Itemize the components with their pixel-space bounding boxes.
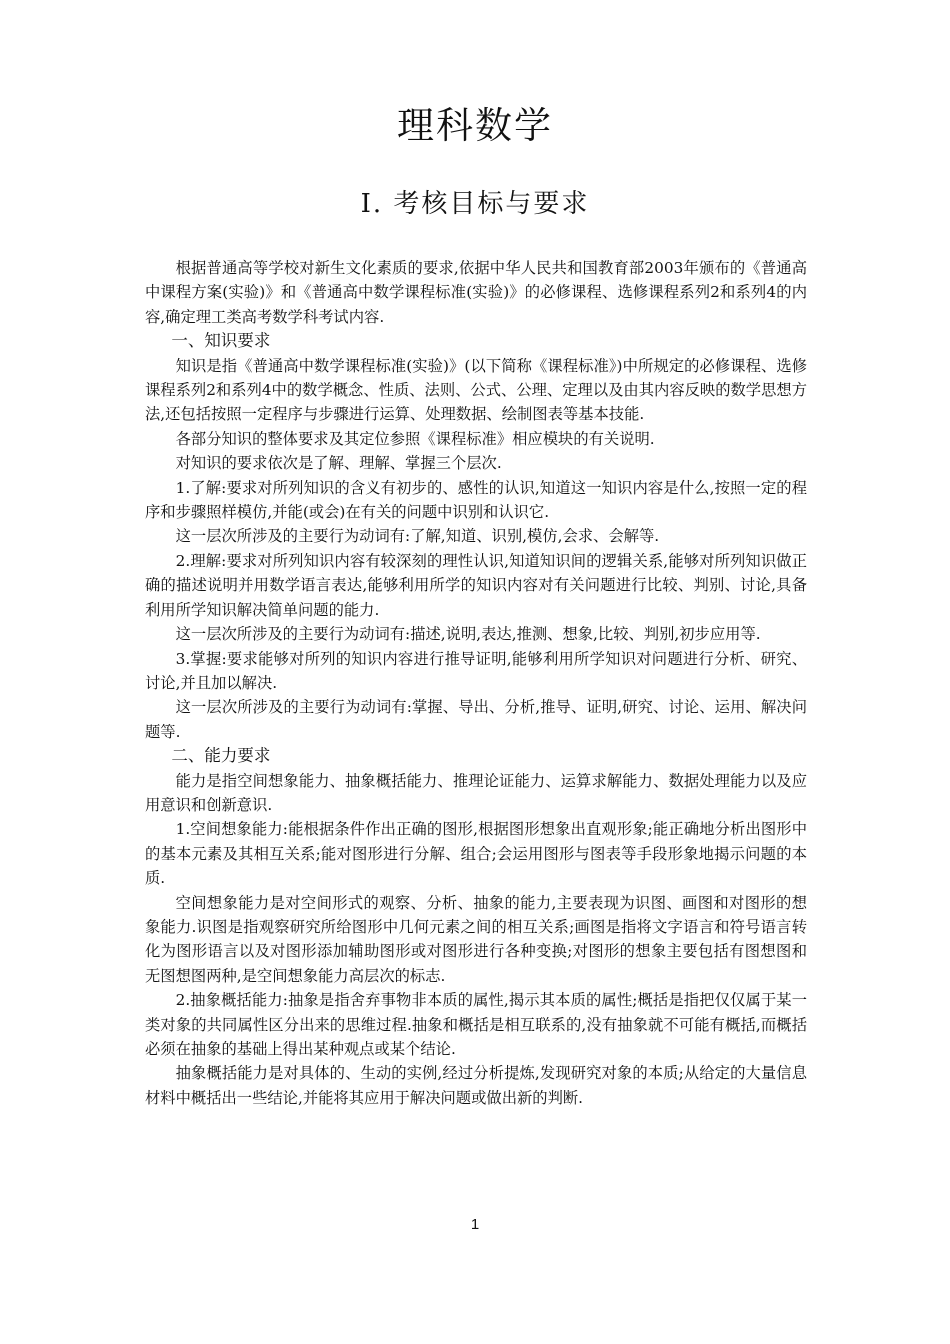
page-title: 理科数学 [397, 104, 553, 147]
paragraph: 抽象概括能力是对具体的、生动的实例,经过分析提炼,发现研究对象的本质;从给定的大量信息材料中概括出一些结论,并能将其应用于解决问题或做出新的判断. [145, 1064, 807, 1107]
paragraph: 对知识的要求依次是了解、理解、掌握三个层次. [175, 454, 502, 473]
section-title: Ⅰ. 考核目标与要求 [360, 189, 590, 219]
paragraph: 2.理解:要求对所列知识内容有较深刻的理性认识,知道知识间的逻辑关系,能够对所列知识做正确的描述说明并用数学语言表达,能够利用所学的知识内容对有关问题进行比较、判别、讨论,具备利用所学知识解决简单问题的能力. [145, 551, 807, 619]
paragraph: 这一层次所涉及的主要行为动词有:掌握、导出、分析,推导、证明,研究、讨论、运用、解决问题等. [145, 698, 807, 741]
paragraph: 各部分知识的整体要求及其定位参照《课程标准》相应模块的有关说明. [175, 429, 655, 448]
section-heading-knowledge: 一、知识要求 [171, 331, 271, 351]
page-number: 1 [470, 1216, 480, 1233]
paragraph: 知识是指《普通高中数学课程标准(实验)》(以下简称《课程标准》)中所规定的必修课程、选修课程系列2和系列4中的数学概念、性质、法则、公式、公理、定理以及由其内容反映的数学思想方法,还包括按照一定程序与步骤进行运算、处理数据、绘制图表等基本技能. [145, 356, 807, 424]
section-heading-ability: 二、能力要求 [171, 746, 271, 766]
paragraph: 1.了解:要求对所列知识的含义有初步的、感性的认识,知道这一知识内容是什么,按照一定的程序和步骤照样模仿,并能(或会)在有关的问题中识别和认识它. [145, 478, 807, 522]
document-body [145, 256, 807, 1110]
paragraph: 空间想象能力是对空间形式的观察、分析、抽象的能力,主要表现为识图、画图和对图形的想象能力.识图是指观察研究所给图形中几何元素之间的相互关系;画图是指将文字语言和符号语言转化为图形语言以及对图形添加辅助图形或对图形进行各种变换;对图形的想象主要包括有图想图和无图想图两种,是空间想象能力高层次的标志. [145, 893, 807, 985]
paragraph: 这一层次所涉及的主要行为动词有:描述,说明,表达,推测、想象,比较、判别,初步应用等. [175, 625, 761, 644]
paragraph: 3.掌握:要求能够对所列的知识内容进行推导证明,能够利用所学知识对问题进行分析、研究、讨论,并且加以解决. [145, 649, 807, 692]
paragraph: 这一层次所涉及的主要行为动词有:了解,知道、识别,模仿,会求、会解等. [175, 527, 660, 546]
paragraph: 1.空间想象能力:能根据条件作出正确的图形,根据图形想象出直观形象;能正确地分析出图形中的基本元素及其相互关系;能对图形进行分解、组合;会运用图形与图表等手段形象地揭示问题的本质. [145, 820, 807, 888]
paragraph: 2.抽象概括能力:抽象是指舍弃事物非本质的属性,揭示其本质的属性;概括是指把仅仅属于某一类对象的共同属性区分出来的思维过程.抽象和概括是相互联系的,没有抽象就不可能有概括,而概括必须在抽象的基础上得出某种观点或某个结论. [145, 991, 807, 1058]
paragraph: 根据普通高等学校对新生文化素质的要求,依据中华人民共和国教育部2003年颁布的《普通高中课程方案(实验)》和《普通高中数学课程标准(实验)》的必修课程、选修课程系列2和系列4的内容,确定理工类高考数学科考试内容. [145, 259, 807, 326]
paragraph: 能力是指空间想象能力、抽象概括能力、推理论证能力、运算求解能力、数据处理能力以及应用意识和创新意识. [145, 771, 807, 814]
